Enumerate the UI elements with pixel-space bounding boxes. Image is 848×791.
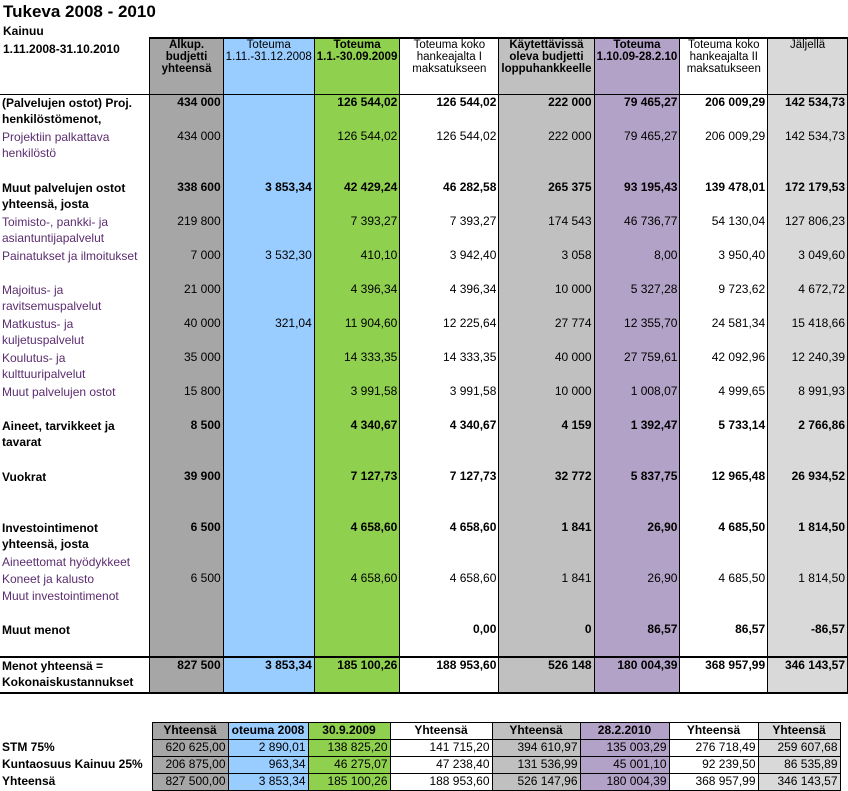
summary-cell: 185 100,26 xyxy=(308,774,390,791)
table-cell xyxy=(314,452,400,469)
table-cell: 15 418,66 xyxy=(768,316,848,350)
table-cell: 338 600 xyxy=(150,180,223,214)
table-cell xyxy=(150,452,223,469)
table-cell xyxy=(223,95,314,130)
table-cell xyxy=(223,163,314,180)
table-cell: 142 534,73 xyxy=(768,95,848,130)
table-cell: 4 658,60 xyxy=(314,520,400,554)
table-row xyxy=(0,639,848,657)
table-cell xyxy=(680,452,768,469)
summary-cell: 135 003,29 xyxy=(580,740,669,757)
summary-cell: 92 239,50 xyxy=(669,757,758,774)
table-cell: 1 841 xyxy=(499,520,594,554)
table-row xyxy=(0,163,848,180)
table-row xyxy=(0,316,848,350)
table-cell xyxy=(768,401,848,418)
summary-row-label: Yhteensä xyxy=(2,773,56,788)
row-label: Projektiin palkattava henkilöstö xyxy=(0,129,150,163)
table-cell: 368 957,99 xyxy=(680,657,768,693)
summary-cell: 276 718,49 xyxy=(669,740,758,757)
table-cell: 142 534,73 xyxy=(768,129,848,163)
table-cell: 827 500 xyxy=(150,657,223,693)
table-cell: 10 000 xyxy=(499,384,594,401)
table-row xyxy=(0,622,848,639)
summary-cell: 259 607,68 xyxy=(758,740,840,757)
table-cell: 139 478,01 xyxy=(680,180,768,214)
table-cell: 321,04 xyxy=(223,316,314,350)
summary-cell: 620 625,00 xyxy=(152,740,228,757)
table-cell: 174 543 xyxy=(499,214,594,248)
table-cell xyxy=(223,384,314,401)
table-cell: 54 130,04 xyxy=(680,214,768,248)
summary-cell: 368 957,99 xyxy=(669,774,758,791)
table-cell xyxy=(594,605,680,622)
summary-cell: 206 875,00 xyxy=(152,757,228,774)
table-cell xyxy=(680,401,768,418)
table-row xyxy=(0,214,848,248)
summary-row xyxy=(0,740,840,757)
table-cell: 3 991,58 xyxy=(314,384,400,401)
table-cell xyxy=(314,503,400,520)
table-row xyxy=(0,350,848,384)
table-cell: 3 532,30 xyxy=(223,248,314,282)
table-cell xyxy=(594,554,680,571)
header-corner xyxy=(0,38,150,95)
table-cell: 26,90 xyxy=(594,571,680,588)
table-cell: 126 544,02 xyxy=(314,95,400,130)
table-cell: 222 000 xyxy=(499,95,594,130)
summary-cell: 963,34 xyxy=(228,757,308,774)
row-label xyxy=(0,605,150,622)
table-cell xyxy=(150,605,223,622)
summary-cell: 180 004,39 xyxy=(580,774,669,791)
table-cell: 219 800 xyxy=(150,214,223,248)
row-label: (Palvelujen ostot) Proj. henkilöstömenot, xyxy=(0,95,150,130)
table-cell xyxy=(314,605,400,622)
table-row xyxy=(0,657,848,693)
table-cell xyxy=(680,163,768,180)
table-cell xyxy=(499,452,594,469)
table-cell: 15 800 xyxy=(150,384,223,401)
column-header: Toteuma 1.1.-30.09.2009 xyxy=(314,38,400,95)
table-cell xyxy=(400,163,499,180)
table-cell: 126 544,02 xyxy=(400,129,499,163)
table-cell xyxy=(223,605,314,622)
table-cell: 11 904,60 xyxy=(314,316,400,350)
table-cell xyxy=(680,605,768,622)
table-row xyxy=(0,129,848,163)
table-cell: 4 340,67 xyxy=(400,418,499,452)
summary-cell: 188 953,60 xyxy=(390,774,492,791)
table-cell: 4 999,65 xyxy=(680,384,768,401)
table-cell: 346 143,57 xyxy=(768,657,848,693)
table-cell: 1 814,50 xyxy=(768,520,848,554)
table-cell: 4 672,72 xyxy=(768,282,848,316)
table-cell: 35 000 xyxy=(150,350,223,384)
table-cell xyxy=(499,163,594,180)
table-cell: 185 100,26 xyxy=(314,657,400,693)
table-cell: 0,00 xyxy=(400,622,499,639)
table-cell: 434 000 xyxy=(150,95,223,130)
funding-summary-table xyxy=(0,722,841,791)
table-cell: 188 953,60 xyxy=(400,657,499,693)
table-cell xyxy=(150,503,223,520)
row-label: Muut palvelujen ostot xyxy=(0,384,150,401)
table-cell: 206 009,29 xyxy=(680,95,768,130)
table-cell: 2 766,86 xyxy=(768,418,848,452)
table-cell: 40 000 xyxy=(499,350,594,384)
table-cell xyxy=(594,503,680,520)
table-cell xyxy=(223,622,314,639)
table-row xyxy=(0,418,848,452)
column-header: Käytettävissä oleva budjetti loppuhankkeelle xyxy=(499,38,594,95)
summary-cell: 138 825,20 xyxy=(308,740,390,757)
table-cell xyxy=(768,554,848,571)
table-cell: 32 772 xyxy=(499,469,594,503)
table-cell: 14 333,35 xyxy=(400,350,499,384)
table-cell xyxy=(223,214,314,248)
summary-header-row xyxy=(0,723,840,740)
table-cell: 12 965,48 xyxy=(680,469,768,503)
table-cell xyxy=(400,401,499,418)
table-cell xyxy=(400,605,499,622)
table-cell: 4 658,60 xyxy=(400,520,499,554)
table-cell xyxy=(499,554,594,571)
table-cell: 14 333,35 xyxy=(314,350,400,384)
row-label: Matkustus- ja kuljetuspalvelut xyxy=(0,316,150,350)
table-cell: 27 759,61 xyxy=(594,350,680,384)
table-cell: 12 355,70 xyxy=(594,316,680,350)
table-cell xyxy=(314,554,400,571)
summary-row xyxy=(0,757,840,774)
column-header-row xyxy=(0,38,848,95)
table-cell: 3 942,40 xyxy=(400,248,499,282)
table-cell: 12 240,39 xyxy=(768,350,848,384)
table-cell: -86,57 xyxy=(768,622,848,639)
table-row xyxy=(0,384,848,401)
summary-corner xyxy=(0,723,152,740)
table-cell: 86,57 xyxy=(594,622,680,639)
table-cell: 1 392,47 xyxy=(594,418,680,452)
row-label xyxy=(0,401,150,418)
table-cell: 42 092,96 xyxy=(680,350,768,384)
table-cell: 8,00 xyxy=(594,248,680,282)
column-header: Jäljellä xyxy=(768,38,848,95)
table-cell: 4 396,34 xyxy=(314,282,400,316)
row-label xyxy=(0,503,150,520)
table-cell: 526 148 xyxy=(499,657,594,693)
table-row xyxy=(0,605,848,622)
table-cell xyxy=(223,282,314,316)
table-cell xyxy=(594,163,680,180)
table-cell: 4 658,60 xyxy=(400,571,499,588)
summary-column-header: Yhteensä xyxy=(758,723,840,740)
table-cell xyxy=(680,503,768,520)
summary-cell: 2 890,01 xyxy=(228,740,308,757)
table-cell: 3 991,58 xyxy=(400,384,499,401)
row-label: Aineettomat hyödykkeet xyxy=(0,554,150,571)
table-row xyxy=(0,554,848,571)
table-cell: 126 544,02 xyxy=(314,129,400,163)
row-label: Muut investointimenot xyxy=(0,588,150,605)
table-cell: 0 xyxy=(499,622,594,639)
table-row xyxy=(0,180,848,214)
table-cell: 46 282,58 xyxy=(400,180,499,214)
table-cell: 4 396,34 xyxy=(400,282,499,316)
table-cell xyxy=(223,401,314,418)
table-cell xyxy=(680,554,768,571)
row-label: Majoitus- ja ravitsemuspalvelut xyxy=(0,282,150,316)
summary-cell: 47 238,40 xyxy=(390,757,492,774)
table-cell xyxy=(400,452,499,469)
table-cell xyxy=(223,418,314,452)
summary-column-header: Yhteensä xyxy=(492,723,580,740)
table-cell: 93 195,43 xyxy=(594,180,680,214)
table-cell: 7 393,27 xyxy=(314,214,400,248)
summary-cell: 3 853,34 xyxy=(228,774,308,791)
table-cell xyxy=(150,163,223,180)
table-cell xyxy=(150,588,223,605)
table-cell: 40 000 xyxy=(150,316,223,350)
table-cell xyxy=(314,588,400,605)
row-label: Menot yhteensä = Kokonaiskustannukset xyxy=(0,657,150,693)
table-cell xyxy=(594,588,680,605)
row-label: Muut menot xyxy=(0,622,150,639)
table-cell: 180 004,39 xyxy=(594,657,680,693)
summary-row-label: Kuntaosuus Kainuu 25% xyxy=(2,756,143,771)
summary-column-header: 30.9.2009 xyxy=(308,723,390,740)
summary-column-header: oteuma 2008 xyxy=(228,723,308,740)
table-row xyxy=(0,571,848,588)
summary-cell: 131 536,99 xyxy=(492,757,580,774)
summary-cell: 46 275,07 xyxy=(308,757,390,774)
table-cell: 5 837,75 xyxy=(594,469,680,503)
table-cell xyxy=(768,639,848,657)
table-cell xyxy=(223,503,314,520)
table-cell: 39 900 xyxy=(150,469,223,503)
summary-cell: 346 143,57 xyxy=(758,774,840,791)
table-cell xyxy=(499,401,594,418)
table-cell xyxy=(400,639,499,657)
table-cell xyxy=(768,452,848,469)
table-cell: 79 465,27 xyxy=(594,95,680,130)
table-cell: 7 393,27 xyxy=(400,214,499,248)
table-cell: 3 853,34 xyxy=(223,657,314,693)
table-cell xyxy=(223,129,314,163)
table-row xyxy=(0,520,848,554)
table-cell: 4 658,60 xyxy=(314,571,400,588)
column-header: Toteuma 1.11.-31.12.2008 xyxy=(223,38,314,95)
table-cell xyxy=(223,520,314,554)
table-cell: 8 500 xyxy=(150,418,223,452)
table-cell xyxy=(768,605,848,622)
table-cell: 3 853,34 xyxy=(223,180,314,214)
table-cell xyxy=(680,588,768,605)
summary-column-header: Yhteensä xyxy=(669,723,758,740)
table-cell xyxy=(223,571,314,588)
table-cell: 1 841 xyxy=(499,571,594,588)
table-cell: 4 685,50 xyxy=(680,571,768,588)
summary-row xyxy=(0,774,840,791)
table-cell xyxy=(400,503,499,520)
table-cell xyxy=(314,639,400,657)
row-label: Koneet ja kalusto xyxy=(0,571,150,588)
summary-cell: 394 610,97 xyxy=(492,740,580,757)
table-cell xyxy=(594,401,680,418)
table-cell xyxy=(223,452,314,469)
table-cell: 24 581,34 xyxy=(680,316,768,350)
summary-cell: 86 535,89 xyxy=(758,757,840,774)
summary-column-header: Yhteensä xyxy=(152,723,228,740)
table-cell xyxy=(223,588,314,605)
table-row xyxy=(0,95,848,130)
table-cell: 6 500 xyxy=(150,571,223,588)
table-cell xyxy=(594,452,680,469)
table-cell: 26 934,52 xyxy=(768,469,848,503)
table-cell: 3 049,60 xyxy=(768,248,848,282)
table-row xyxy=(0,248,848,282)
row-label xyxy=(0,639,150,657)
table-cell xyxy=(223,554,314,571)
table-cell: 6 500 xyxy=(150,520,223,554)
summary-cell: 141 715,20 xyxy=(390,740,492,757)
row-label: Vuokrat xyxy=(0,469,150,503)
table-cell xyxy=(499,639,594,657)
table-cell: 222 000 xyxy=(499,129,594,163)
table-cell: 127 806,23 xyxy=(768,214,848,248)
row-label: Toimisto-, pankki- ja asiantuntijapalvelut xyxy=(0,214,150,248)
column-header: Toteuma 1.10.09-28.2.10 xyxy=(594,38,680,95)
table-cell: 3 058 xyxy=(499,248,594,282)
report-period: 1.11.2008-31.10.2010 xyxy=(3,42,120,56)
report-title: Tukeva 2008 - 2010 xyxy=(3,2,156,21)
table-cell xyxy=(223,469,314,503)
table-cell: 21 000 xyxy=(150,282,223,316)
table-cell: 42 429,24 xyxy=(314,180,400,214)
table-cell: 7 127,73 xyxy=(314,469,400,503)
table-cell: 4 685,50 xyxy=(680,520,768,554)
table-cell xyxy=(400,554,499,571)
table-cell xyxy=(150,401,223,418)
table-cell: 27 774 xyxy=(499,316,594,350)
table-cell xyxy=(594,639,680,657)
summary-column-header: 28.2.2010 xyxy=(580,723,669,740)
row-label: Investointimenot yhteensä, josta xyxy=(0,520,150,554)
table-cell: 46 736,77 xyxy=(594,214,680,248)
row-label: Aineet, tarvikkeet ja tavarat xyxy=(0,418,150,452)
table-cell xyxy=(680,639,768,657)
table-cell: 434 000 xyxy=(150,129,223,163)
table-cell: 9 723,62 xyxy=(680,282,768,316)
table-cell: 12 225,64 xyxy=(400,316,499,350)
table-cell: 172 179,53 xyxy=(768,180,848,214)
table-cell xyxy=(223,350,314,384)
table-row xyxy=(0,452,848,469)
table-cell: 10 000 xyxy=(499,282,594,316)
table-cell: 265 375 xyxy=(499,180,594,214)
table-cell xyxy=(314,401,400,418)
table-row xyxy=(0,503,848,520)
table-cell xyxy=(768,588,848,605)
table-cell: 7 000 xyxy=(150,248,223,282)
table-row xyxy=(0,282,848,316)
table-cell xyxy=(400,588,499,605)
table-cell xyxy=(150,554,223,571)
table-cell: 8 991,93 xyxy=(768,384,848,401)
table-cell xyxy=(150,622,223,639)
table-cell xyxy=(314,622,400,639)
table-cell: 4 159 xyxy=(499,418,594,452)
table-cell xyxy=(314,163,400,180)
table-row xyxy=(0,401,848,418)
column-header: Toteuma koko hankeajalta I maksatukseen xyxy=(400,38,499,95)
summary-cell: 827 500,00 xyxy=(152,774,228,791)
table-row xyxy=(0,469,848,503)
table-cell xyxy=(499,588,594,605)
row-label xyxy=(0,452,150,469)
column-header: Alkup. budjetti yhteensä xyxy=(150,38,223,95)
table-cell: 7 127,73 xyxy=(400,469,499,503)
table-cell xyxy=(499,605,594,622)
table-cell: 410,10 xyxy=(314,248,400,282)
table-cell: 126 544,02 xyxy=(400,95,499,130)
table-cell: 5 327,28 xyxy=(594,282,680,316)
summary-column-header: Yhteensä xyxy=(390,723,492,740)
table-cell: 4 340,67 xyxy=(314,418,400,452)
summary-cell: 45 001,10 xyxy=(580,757,669,774)
table-cell: 26,90 xyxy=(594,520,680,554)
report-region: Kainuu xyxy=(3,24,44,38)
table-cell xyxy=(499,503,594,520)
table-cell xyxy=(150,639,223,657)
table-cell xyxy=(768,163,848,180)
summary-cell: 526 147,96 xyxy=(492,774,580,791)
table-cell: 3 950,40 xyxy=(680,248,768,282)
column-header: Toteuma koko hankeajalta II maksatukseen xyxy=(680,38,768,95)
row-label: Muut palvelujen ostot yhteensä, josta xyxy=(0,180,150,214)
budget-table xyxy=(0,37,848,694)
table-cell: 206 009,29 xyxy=(680,129,768,163)
table-cell: 1 814,50 xyxy=(768,571,848,588)
table-cell xyxy=(223,639,314,657)
table-cell: 79 465,27 xyxy=(594,129,680,163)
table-cell: 1 008,07 xyxy=(594,384,680,401)
table-cell: 5 733,14 xyxy=(680,418,768,452)
row-label xyxy=(0,163,150,180)
summary-row-label: STM 75% xyxy=(2,739,55,754)
row-label: Koulutus- ja kulttuuripalvelut xyxy=(0,350,150,384)
table-cell: 86,57 xyxy=(680,622,768,639)
table-row xyxy=(0,588,848,605)
table-cell xyxy=(768,503,848,520)
row-label: Painatukset ja ilmoitukset xyxy=(0,248,150,282)
